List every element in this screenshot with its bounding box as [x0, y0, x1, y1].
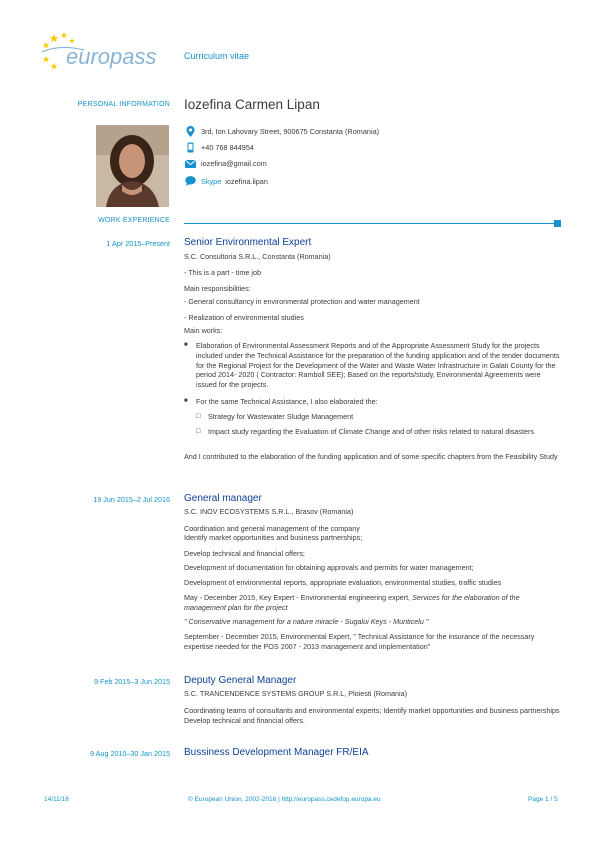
list-item: ■ For the same Technical Assistance, I also elaborated the: — [184, 397, 378, 406]
europass-logo — [40, 30, 180, 74]
email[interactable]: iozefina@gmail.com — [201, 159, 267, 168]
job-ta-line: September - December 2015, Environmental Expert, " Technical Assistance for the insurance of the necessary expertise needed for the POS 2007 - 2013 management and implementation" — [184, 632, 535, 651]
job-line: - General consultancy in environmental protection and water management — [184, 297, 420, 306]
list-item: ■ Elaboration of Environmental Assessment Reports and of the Appropriate Assessment Study for the projects included under the Technical Assistance for the preparation of the funding application and of the tender documents for the Regional Project for the Development of the Water and Waste Water Infrastructure in Galati County for the period 2014- 2020 ( Contractor: Ramboll SEE); Based on the reports/study, Environmental Agreements were issued for the projects. — [184, 341, 560, 390]
job-date: 9 Feb 2015–3 Jun 2015 — [94, 677, 170, 686]
job-line: Coordination and general management of the company — [184, 524, 360, 533]
job-line: Development of environmental reports, appropriate evaluation, environmental studies, traffic studies — [184, 578, 502, 587]
location-icon — [184, 126, 196, 137]
job-title: General manager — [184, 493, 262, 504]
job-date: 19 Jun 2015–2 Jul 2016 — [93, 495, 170, 504]
skype-icon — [184, 176, 196, 186]
job-closing: And I contributed to the elaboration of the funding application and of some specific chapters from the Feasibility Study — [184, 452, 558, 461]
bullet-hollow-square-icon: □ — [196, 413, 201, 420]
job-line: Develop technical and financial offers; — [184, 549, 305, 558]
phone: +40 768 844954 — [201, 143, 254, 152]
cv-title: Curriculum vitae — [184, 51, 250, 61]
job-title: Bussiness Development Manager FR/EIA — [184, 747, 369, 758]
person-name: Iozefina Carmen Lipan — [184, 97, 320, 112]
address: 3rd, Ion Lahovary Street, 900675 Constanta (Romania) — [201, 127, 380, 136]
job-employer: S.C. INOV ECOSYSTEMS S.R.L., Brasov (Romania) — [184, 507, 354, 516]
sub-list-item: □ Impact study regarding the Evaluation of Climate Change and of other risks related to natural disasters — [196, 427, 535, 436]
job-date: 9 Aug 2010–30 Jan 2015 — [90, 749, 170, 758]
email-icon — [184, 160, 196, 168]
job-employer: S.C. TRANCENDENCE SYSTEMS GROUP S.R.L, Ploiesti (Romania) — [184, 689, 407, 698]
section-label-work: WORK EXPERIENCE — [98, 217, 170, 224]
job-quote: " Conservative management for a nature miracle - Sugalui Keys - Munticelu " — [184, 617, 429, 626]
bullet-hollow-square-icon: □ — [196, 428, 201, 435]
job-title: Deputy General Manager — [184, 675, 297, 686]
profile-photo — [96, 125, 169, 207]
sub-list-item: □ Strategy for Wastewater Sludge Management — [196, 412, 354, 421]
job-line: Identify market opportunities and business partnerships; — [184, 533, 363, 542]
phone-row — [184, 142, 254, 153]
section-divider-marker — [554, 220, 561, 227]
skype-row — [184, 176, 268, 186]
job-date: 1 Apr 2015–Present — [106, 239, 170, 248]
section-divider — [184, 223, 557, 224]
skype-id: iozefina.lipan — [225, 176, 268, 186]
footer-page-number: Page 1 / 5 — [528, 796, 558, 803]
job-line: Main works: — [184, 326, 223, 335]
job-text: Coordinating teams of consultants and environmental experts; Identify market opportunities and business partnerships Develop technical and financial offers. — [184, 706, 560, 725]
job-line: - Realization of environmental studies — [184, 313, 304, 322]
footer-date: 14/11/16 — [44, 796, 69, 803]
bullet-square-icon: ■ — [184, 398, 188, 404]
job-line: Main responsibilities: — [184, 284, 251, 293]
logo-text: europass — [66, 44, 157, 69]
job-expert-line: May - December 2015, Key Expert - Environmental engineering expert, Services for the elaboration of the management plan for the project — [184, 593, 520, 612]
job-employer: S.C. Consultoria S.R.L., Constanta (Romania) — [184, 252, 331, 261]
skype-label: Skype — [201, 176, 222, 186]
bullet-square-icon: ■ — [184, 342, 188, 348]
address-row — [184, 126, 379, 137]
footer-copyright[interactable]: © European Union, 2002-2016 | http://europass.cedefop.europa.eu — [188, 796, 381, 803]
job-line: - This is a part - time job — [184, 268, 261, 277]
email-row — [184, 159, 267, 168]
section-label-personal: PERSONAL INFORMATION — [77, 101, 170, 108]
phone-icon — [184, 142, 196, 153]
job-title: Senior Environmental Expert — [184, 237, 312, 248]
job-line: Development of documentation for obtaining approvals and permits for water management; — [184, 563, 474, 572]
